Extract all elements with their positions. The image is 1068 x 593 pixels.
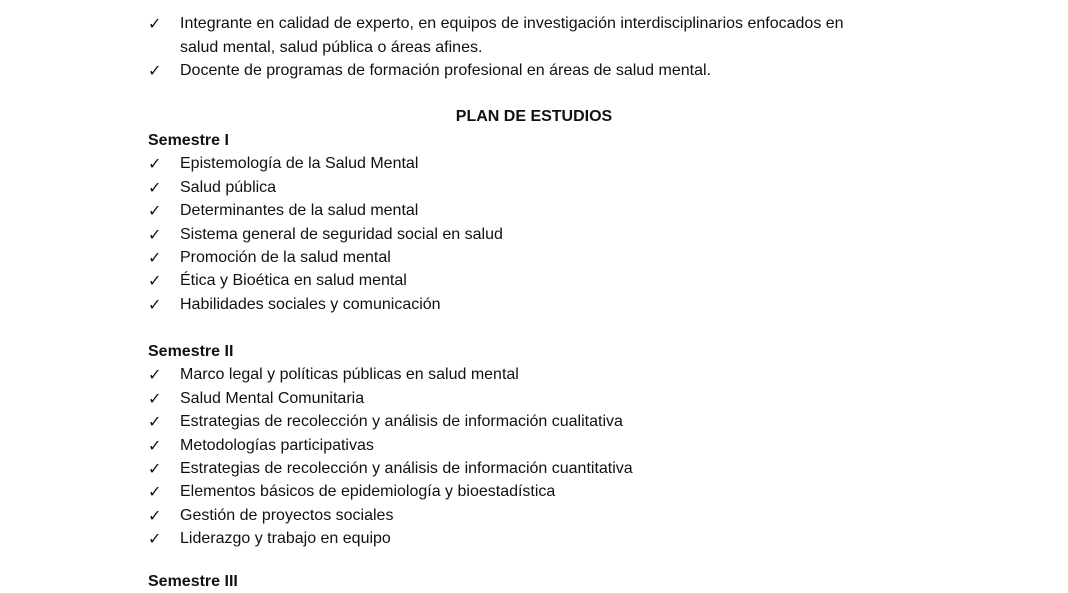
course-label: Ética y Bioética en salud mental (180, 272, 407, 290)
semester-title: Semestre III (148, 573, 238, 590)
checkmark-icon: ✓ (148, 459, 162, 479)
course-label: Salud Mental Comunitaria (180, 389, 365, 407)
course-label: Promoción de la salud mental (180, 249, 391, 267)
semester-iii-section (148, 570, 948, 593)
checkmark-icon: ✓ (148, 388, 162, 408)
course-item (148, 246, 948, 269)
checkmark-icon: ✓ (148, 61, 162, 80)
course-label: Marco legal y políticas públicas en salud mental (180, 366, 519, 384)
checkmark-icon: ✓ (148, 505, 162, 525)
checkmark-icon: ✓ (148, 365, 162, 385)
checkmark-icon: ✓ (148, 224, 162, 244)
course-label: Elementos básicos de epidemiología y bioestadística (180, 483, 556, 501)
course-item (148, 176, 948, 199)
checkmark-icon: ✓ (148, 271, 162, 291)
course-item (148, 527, 948, 550)
course-label: Liderazgo y trabajo en equipo (180, 530, 391, 548)
checkmark-icon: ✓ (148, 154, 162, 174)
course-item (148, 363, 948, 386)
item-text: Docente de programas de formación profesional en áreas de salud mental. (180, 62, 711, 79)
course-label: Determinantes de la salud mental (180, 202, 419, 220)
semester-ii-section (148, 340, 948, 551)
course-label: Epistemología de la Salud Mental (180, 155, 419, 173)
course-item (148, 223, 948, 246)
checkmark-icon: ✓ (148, 412, 162, 432)
course-label: Habilidades sociales y comunicación (180, 295, 441, 313)
course-item (148, 457, 948, 480)
course-item (148, 199, 948, 222)
semester-title: Semestre II (148, 343, 234, 360)
course-label: Estrategias de recolección y análisis de información cualitativa (180, 413, 623, 431)
plan-title: PLAN DE ESTUDIOS (455, 108, 613, 125)
item-text-continued: salud mental, salud pública o áreas afines. (180, 38, 483, 56)
semester-i-course-list (148, 152, 948, 316)
course-label: Gestión de proyectos sociales (180, 506, 394, 524)
profile-list (148, 12, 948, 83)
item-text: Integrante en calidad de experto, en equipos de investigación interdisciplinarios enfocados en (180, 15, 844, 32)
course-item (148, 269, 948, 292)
checkmark-icon: ✓ (148, 435, 162, 455)
checkmark-icon: ✓ (148, 14, 162, 33)
semester-ii-course-list (148, 363, 948, 550)
list-item (148, 59, 948, 83)
course-label: Metodologías participativas (180, 436, 374, 454)
checkmark-icon: ✓ (148, 529, 162, 549)
semester-i-section (148, 129, 948, 316)
checkmark-icon: ✓ (148, 201, 162, 221)
course-item (148, 293, 948, 316)
checkmark-icon: ✓ (148, 294, 162, 314)
course-item (148, 387, 948, 410)
checkmark-icon: ✓ (148, 177, 162, 197)
checkmark-icon: ✓ (148, 248, 162, 268)
course-item (148, 434, 948, 457)
course-label: Salud pública (180, 178, 277, 196)
course-item (148, 504, 948, 527)
course-item (148, 152, 948, 175)
course-item (148, 480, 948, 503)
course-item (148, 410, 948, 433)
checkmark-icon: ✓ (148, 482, 162, 502)
semester-title: Semestre I (148, 132, 229, 149)
list-item (148, 12, 948, 59)
course-label: Sistema general de seguridad social en salud (180, 225, 503, 243)
course-label: Estrategias de recolección y análisis de información cuantitativa (180, 460, 633, 478)
